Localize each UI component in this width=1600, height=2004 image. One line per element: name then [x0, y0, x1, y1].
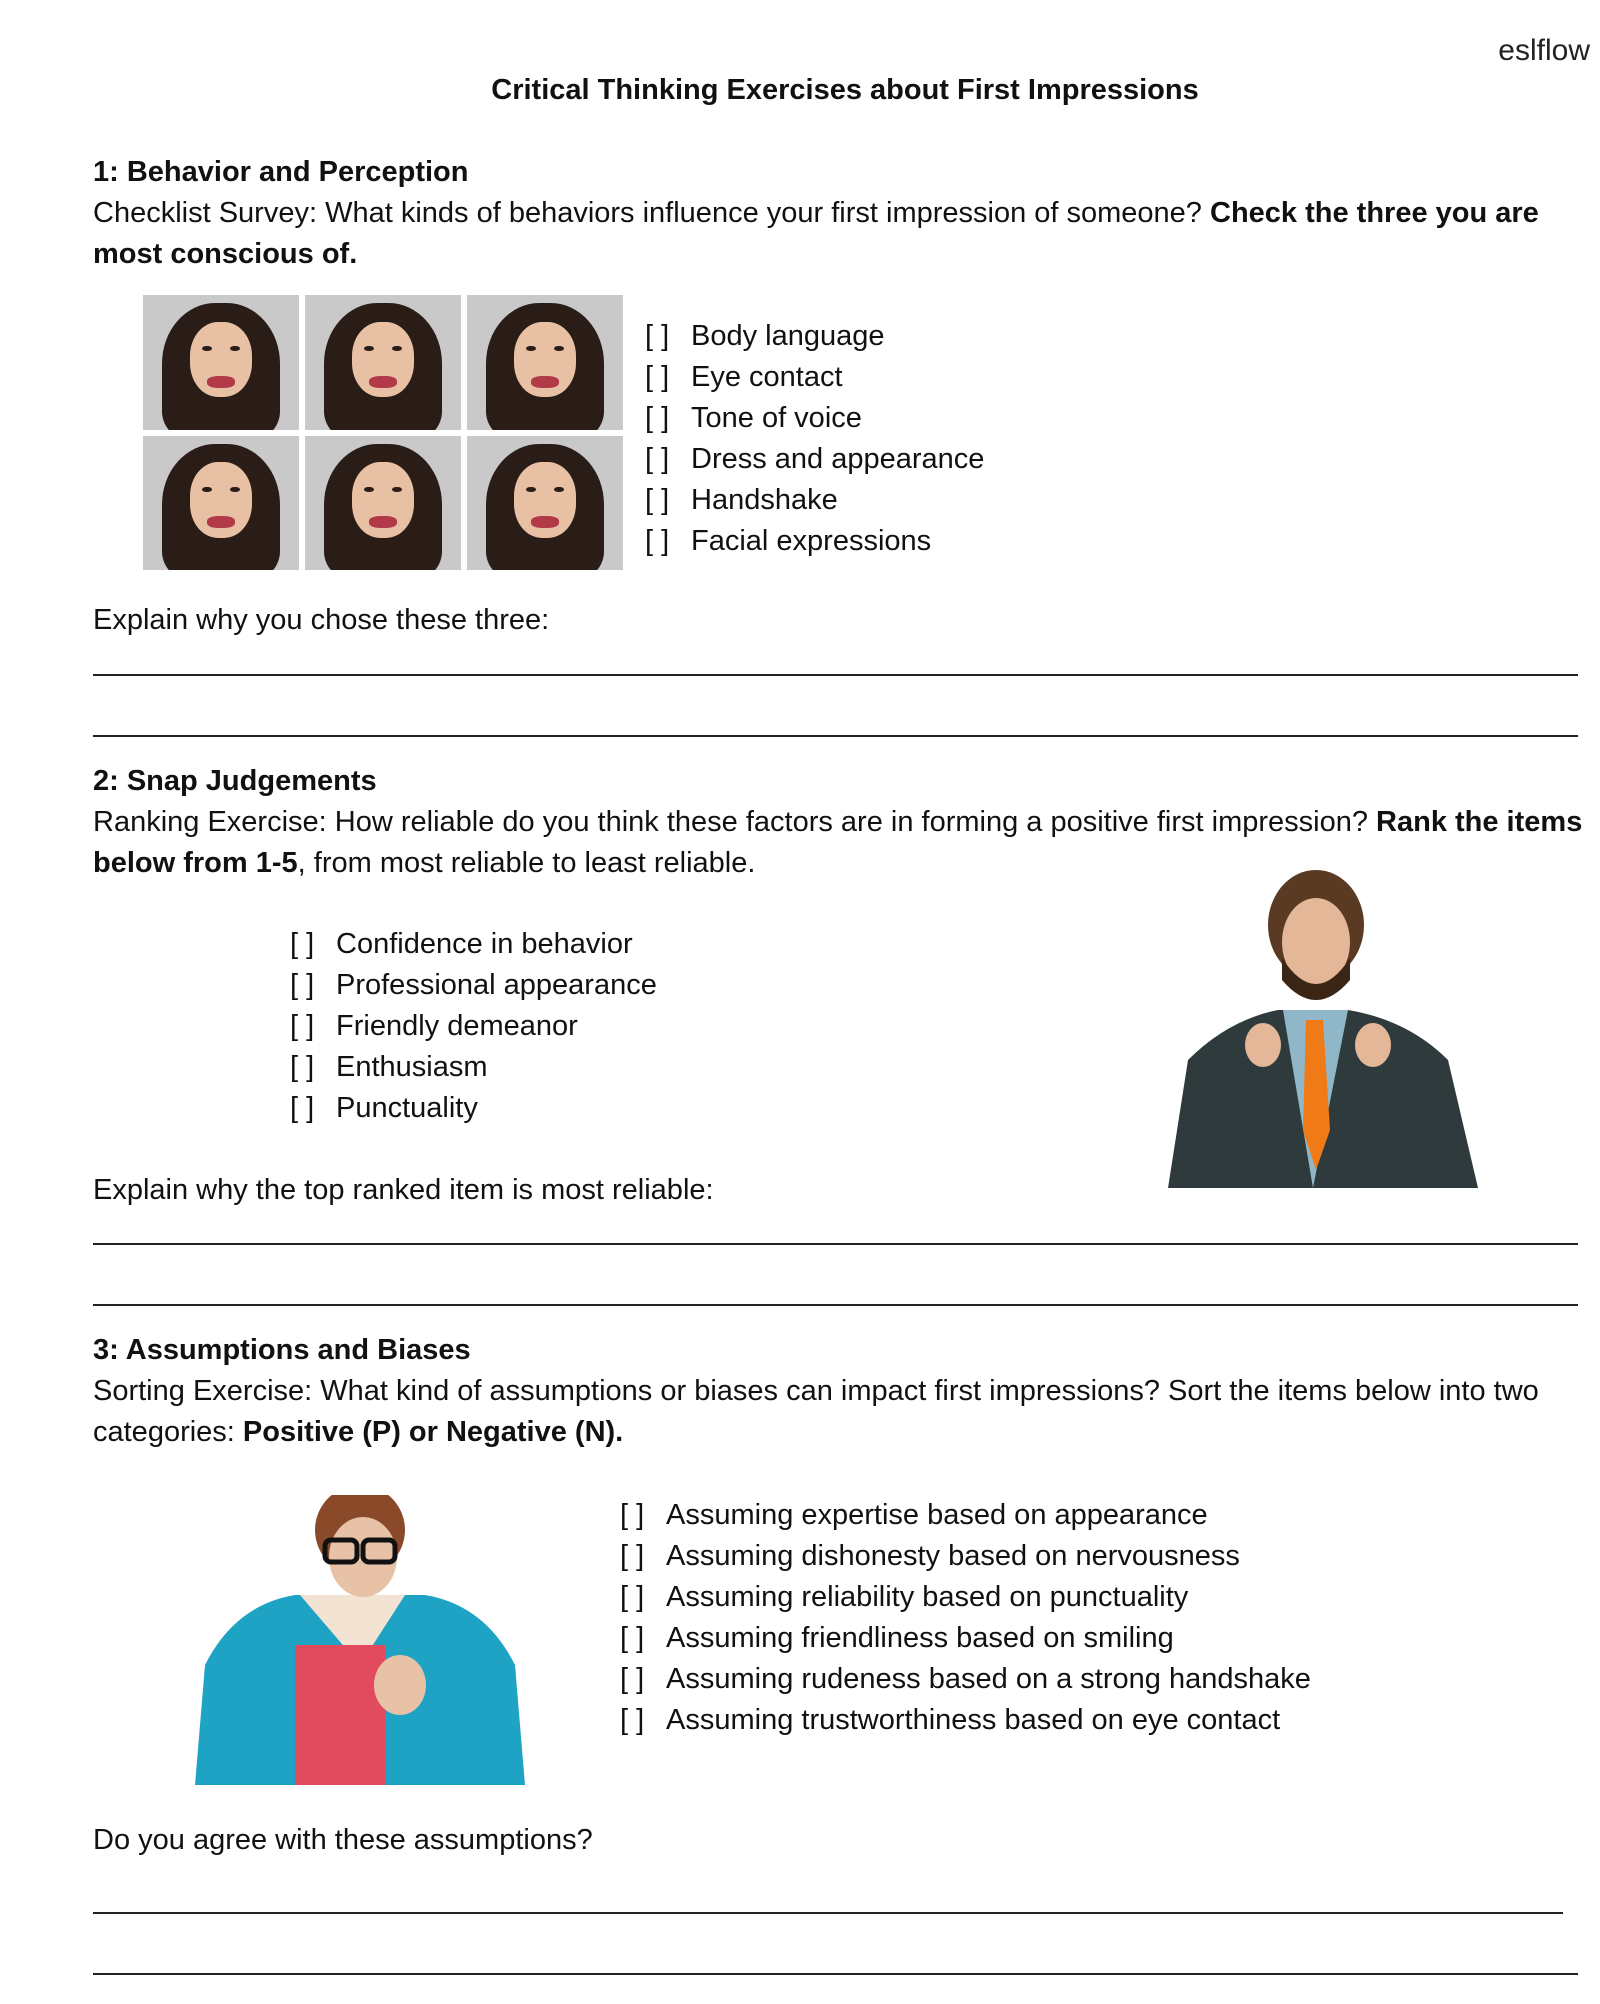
- answer-line[interactable]: [93, 1243, 1578, 1245]
- checkbox[interactable]: [ ]: [645, 484, 670, 516]
- answer-line[interactable]: [93, 1304, 1578, 1306]
- ranking-item[interactable]: [ ] Friendly demeanor: [290, 1006, 657, 1047]
- category-box[interactable]: [ ]: [620, 1622, 645, 1654]
- face-excited: [143, 436, 299, 571]
- sorting-item[interactable]: [ ] Assuming trustworthiness based on eye contact: [620, 1700, 1311, 1741]
- rank-box[interactable]: [ ]: [290, 928, 315, 960]
- section-3-explain-prompt: Do you agree with these assumptions?: [93, 1824, 593, 1856]
- section-1-heading: 1: Behavior and Perception: [93, 156, 469, 188]
- checkbox[interactable]: [ ]: [645, 443, 670, 475]
- checkbox[interactable]: [ ]: [645, 320, 670, 352]
- category-box[interactable]: [ ]: [620, 1540, 645, 1572]
- answer-line[interactable]: [93, 735, 1578, 737]
- face-surprised: [467, 436, 623, 571]
- section-2-prompt: Ranking Exercise: How reliable do you think these factors are in forming a positive first impression? Rank the items below from 1-5, from most reliable to least reliable.: [93, 806, 1583, 879]
- answer-line[interactable]: [93, 674, 1578, 676]
- rank-box[interactable]: [ ]: [290, 969, 315, 1001]
- category-box[interactable]: [ ]: [620, 1581, 645, 1613]
- category-box[interactable]: [ ]: [620, 1704, 645, 1736]
- section-3-instruction: Positive (P) or Negative (N).: [242, 1416, 624, 1448]
- sorting-item[interactable]: [ ] Assuming rudeness based on a strong handshake: [620, 1659, 1311, 1700]
- section-2-instruction: Rank the items below from 1-5: [93, 806, 1583, 879]
- rank-box[interactable]: [ ]: [290, 1051, 315, 1083]
- section-2-heading: 2: Snap Judgements: [93, 765, 377, 797]
- rank-box[interactable]: [ ]: [290, 1010, 315, 1042]
- sorting-item[interactable]: [ ] Assuming reliability based on punctuality: [620, 1577, 1311, 1618]
- face-smiling: [305, 436, 461, 571]
- category-box[interactable]: [ ]: [620, 1499, 645, 1531]
- ranking-item[interactable]: [ ] Enthusiasm: [290, 1047, 657, 1088]
- facial-expressions-image: [143, 295, 623, 570]
- checkbox[interactable]: [ ]: [645, 361, 670, 393]
- checklist-item[interactable]: [ ] Facial expressions: [645, 521, 984, 562]
- confident-man-image: [1148, 870, 1485, 1188]
- sorting-item[interactable]: [ ] Assuming dishonesty based on nervousness: [620, 1536, 1311, 1577]
- section-2-ranking-list: [290, 924, 657, 1129]
- answer-line[interactable]: [93, 1912, 1563, 1914]
- checklist-item[interactable]: [ ] Handshake: [645, 480, 984, 521]
- section-1-instruction: Check the three you are most conscious of.: [93, 197, 1539, 270]
- section-1-explain-prompt: Explain why you chose these three:: [93, 604, 550, 636]
- section-1-prompt: Checklist Survey: What kinds of behaviors influence your first impression of someone? Check the three you are most conscious of.: [93, 197, 1539, 270]
- checklist-item[interactable]: [ ] Dress and appearance: [645, 439, 984, 480]
- checklist-item[interactable]: [ ] Eye contact: [645, 357, 984, 398]
- checklist-item[interactable]: [ ] Body language: [645, 316, 984, 357]
- face-crying: [467, 295, 623, 430]
- section-2-explain-prompt: Explain why the top ranked item is most reliable:: [93, 1174, 714, 1206]
- category-box[interactable]: [ ]: [620, 1663, 645, 1695]
- checkbox[interactable]: [ ]: [645, 402, 670, 434]
- ranking-item[interactable]: [ ] Punctuality: [290, 1088, 657, 1129]
- sorting-item[interactable]: [ ] Assuming friendliness based on smiling: [620, 1618, 1311, 1659]
- section-3-prompt: Sorting Exercise: What kind of assumptions or biases can impact first impressions? Sort the items below into two categories: Positive (P) or Negative (N).: [93, 1375, 1539, 1448]
- checkbox[interactable]: [ ]: [645, 525, 670, 557]
- sorting-item[interactable]: [ ] Assuming expertise based on appearance: [620, 1495, 1311, 1536]
- answer-line[interactable]: [93, 1973, 1578, 1975]
- checklist-item[interactable]: [ ] Tone of voice: [645, 398, 984, 439]
- page-title: Critical Thinking Exercises about First Impressions: [491, 74, 1199, 106]
- face-angry: [143, 295, 299, 430]
- ranking-item[interactable]: [ ] Professional appearance: [290, 965, 657, 1006]
- face-shocked: [305, 295, 461, 430]
- brand-label: eslflow: [1498, 34, 1590, 67]
- section-1-checklist: [645, 316, 984, 562]
- rank-box[interactable]: [ ]: [290, 1092, 315, 1124]
- section-3-sorting-list: [620, 1495, 1311, 1741]
- nervous-woman-image: [195, 1495, 525, 1785]
- section-3-heading: 3: Assumptions and Biases: [93, 1334, 471, 1366]
- ranking-item[interactable]: [ ] Confidence in behavior: [290, 924, 657, 965]
